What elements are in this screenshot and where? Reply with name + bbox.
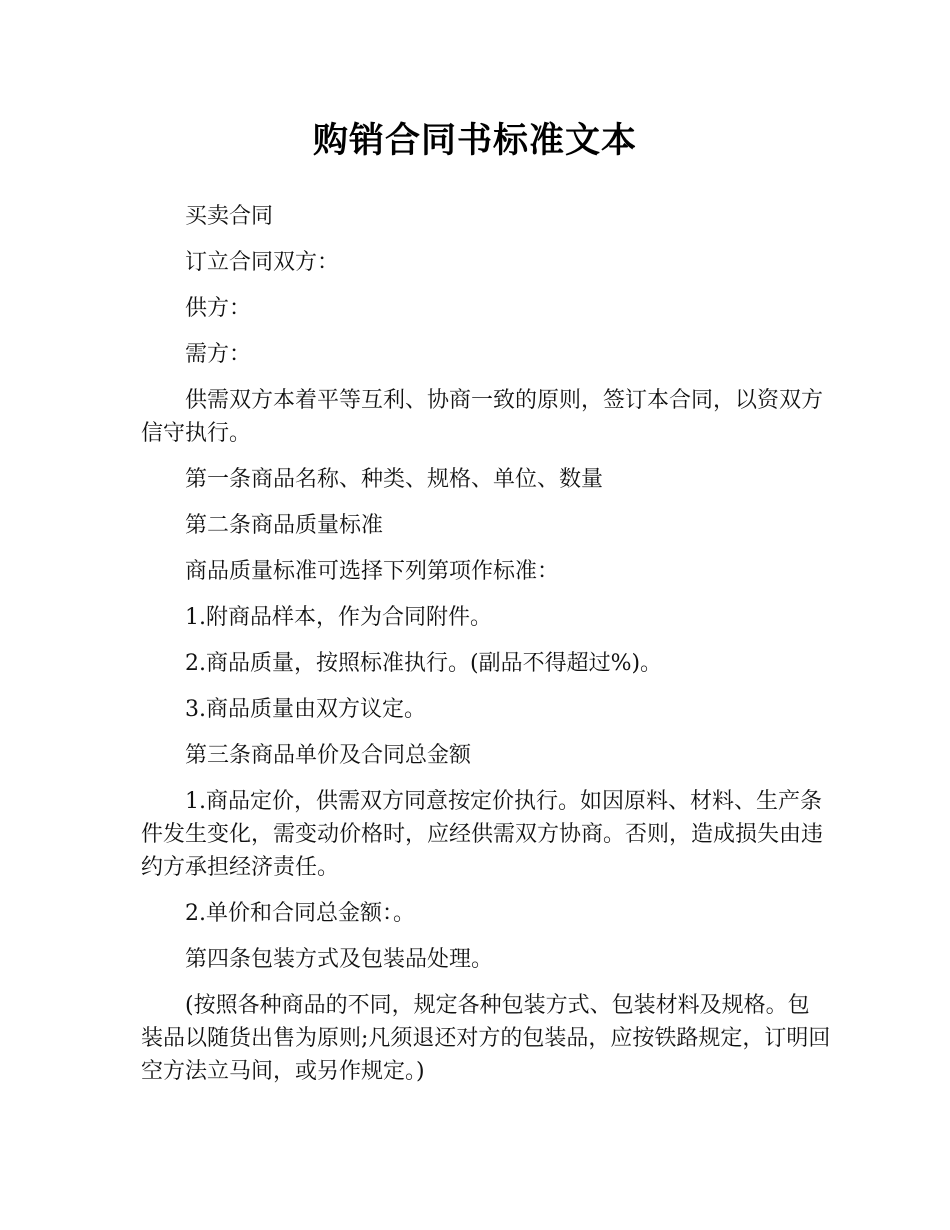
paragraph-quality-3: 3.商品质量由双方议定。 [185,697,426,722]
paragraph-buyer: 需方： [185,342,252,367]
paragraph-article-1: 第一条商品名称、种类、规格、单位、数量 [185,467,604,492]
paragraph-article-4: 第四条包装方式及包装品处理。 [185,947,494,972]
paragraph-price-2: 2.单价和合同总金额：。 [185,901,415,926]
paragraph-supplier: 供方： [185,296,252,321]
document-title: 购销合同书标准文本 [312,121,637,161]
document-body [141,200,831,1101]
paragraph-contract-type: 买卖合同 [185,204,274,229]
paragraph-article-3: 第三条商品单价及合同总金额 [185,743,472,768]
paragraph-price-1: 1.商品定价，供需双方同意按定价执行。如因原料、材料、生产条件发生变化，需变动价格时，应经供需双方协商。否则，造成损失由违约方承担经济责任。 [141,789,824,880]
paragraph-parties-heading: 订立合同双方： [185,250,340,275]
paragraph-preamble: 供需双方本着平等互利、协商一致的原则，签订本合同，以资双方信守执行。 [141,388,824,446]
paragraph-article-2: 第二条商品质量标准 [185,513,384,538]
paragraph-quality-2: 2.商品质量，按照标准执行。(副品不得超过%)。 [185,651,663,676]
paragraph-packaging-note: (按照各种商品的不同，规定各种包装方式、包装材料及规格。包装品以随货出售为原则;凡须退还对方的包装品，应按铁路规定，订明回空方法立马间，或另作规定。) [141,993,831,1084]
paragraph-quality-1: 1.附商品样本，作为合同附件。 [185,605,492,630]
paragraph-quality-options: 商品质量标准可选择下列第项作标准： [185,559,560,584]
